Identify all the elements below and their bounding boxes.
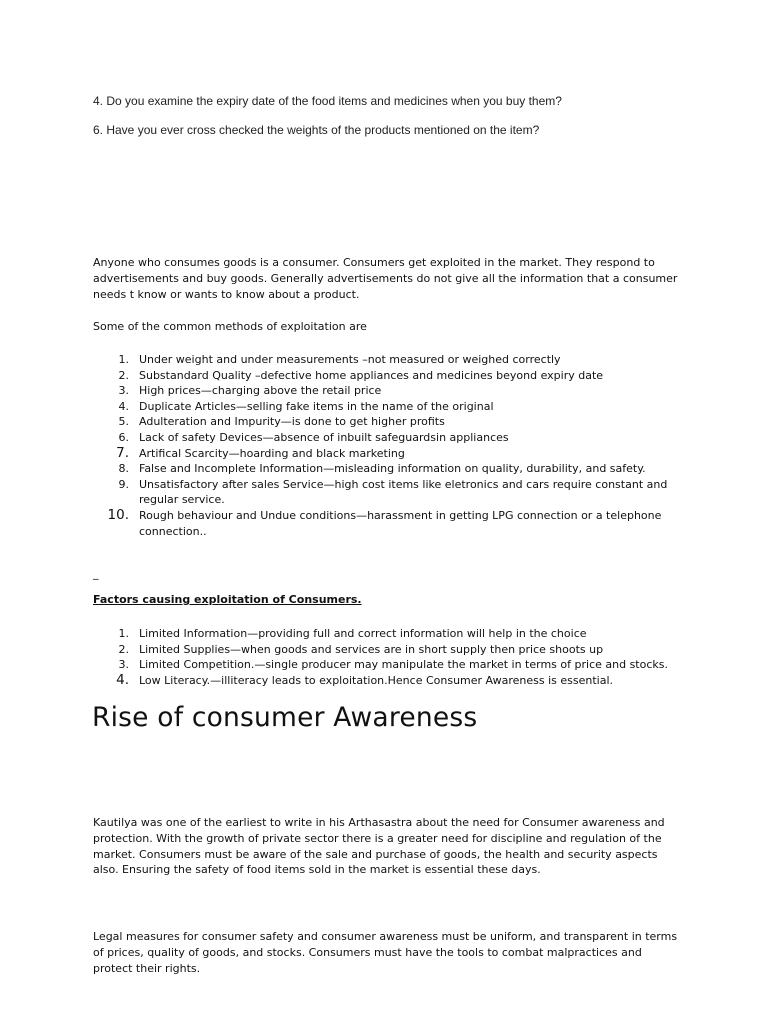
list-item: 4. Low Literacy.—illiteracy leads to exploitation.Hence Consumer Awareness is essential. — [116, 671, 614, 688]
list-item: 10. Rough behaviour and Undue conditions—harassment in getting LPG connection or a telephone connection.. — [107, 506, 662, 538]
list-item: 3. High prices—charging above the retail price — [118, 384, 382, 398]
question-6: 6. Have you ever cross checked the weights of the products mentioned on the item? — [93, 123, 540, 137]
list-item: 4. Duplicate Articles—selling fake items in the name of the original — [118, 399, 494, 413]
list-item: 8. False and Incomplete Information—misleading information on quality, durability, and safety. — [118, 462, 646, 476]
list-item: 2. Substandard Quality –defective home appliances and medicines beyond expiry date — [118, 368, 604, 382]
intro-paragraph: Anyone who consumes goods is a consumer. Consumers get exploited in the market. They respond to advertisements and buy goods. Generally advertisements do not give all the information that a consumer needs t know or wants to know about a product. — [93, 256, 678, 301]
methods-intro: Some of the common methods of exploitation are — [93, 320, 367, 333]
legal-paragraph: Legal measures for consumer safety and consumer awareness must be uniform, and transparent in terms of prices, quality of goods, and stocks. Consumers must have the tools to combat malpractices and protect their rights. — [93, 930, 678, 975]
question-4: 4. Do you examine the expiry date of the food items and medicines when you buy them? — [93, 94, 562, 108]
section-heading: Rise of consumer Awareness — [92, 702, 478, 733]
list-item: 6. Lack of safety Devices—absence of inbuilt safeguardsin appliances — [118, 430, 509, 444]
list-item: 9. Unsatisfactory after sales Service—high cost items like eletronics and cars require constant and regular service. — [118, 477, 668, 507]
dash-mark: _ — [93, 567, 99, 580]
list-item: 1. Limited Information—providing full and correct information will help in the choice — [118, 627, 587, 640]
list-item: 1. Under weight and under measurements –not measured or weighed correctly — [118, 353, 561, 366]
list-item: 2. Limited Supplies—when goods and services are in short supply then price shoots up — [118, 642, 604, 656]
factors-list — [93, 626, 693, 688]
kautilya-paragraph: Kautilya was one of the earliest to write in his Arthasastra about the need for Consumer awareness and protection. With the growth of private sector there is a greater need for discipline and regulation of the market. Consumers must be aware of the sale and purchase of goods, the health and security aspects also. Ensuring the safety of food items sold in the market is essential these days. — [93, 816, 665, 877]
list-item: 3. Limited Competition.—single producer may manipulate the market in terms of price and stocks. — [118, 658, 668, 672]
list-item: 7. Artifical Scarcity—hoarding and black marketing — [116, 444, 405, 461]
factors-heading: Factors causing exploitation of Consumers. — [93, 593, 362, 606]
exploitation-methods-list — [93, 352, 693, 539]
list-item: 5. Adulteration and Impurity—is done to get higher profits — [118, 415, 445, 429]
